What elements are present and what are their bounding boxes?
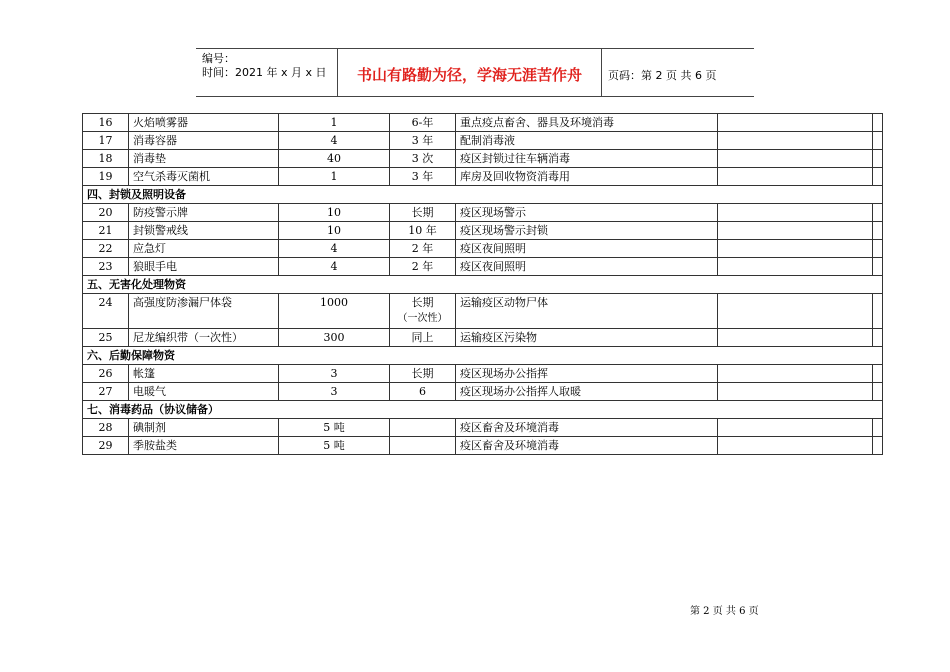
item-remark bbox=[718, 383, 873, 401]
row-number: 20 bbox=[83, 204, 129, 222]
item-quantity: 4 bbox=[279, 132, 390, 150]
row-number: 24 bbox=[83, 294, 129, 329]
item-extra bbox=[873, 294, 883, 329]
item-name: 季胺盐类 bbox=[129, 437, 279, 455]
lifespan-note: （一次性） bbox=[397, 313, 448, 324]
header-motto: 书山有路勤为径，学海无涯苦作舟 bbox=[338, 49, 602, 96]
item-quantity: 3 bbox=[279, 365, 390, 383]
item-remark bbox=[718, 150, 873, 168]
item-name: 电暖气 bbox=[129, 383, 279, 401]
item-usage: 运输疫区污染物 bbox=[456, 329, 718, 347]
table-row bbox=[83, 222, 883, 240]
item-lifespan: 同上 bbox=[390, 329, 456, 347]
table-row bbox=[83, 383, 883, 401]
item-name: 消毒垫 bbox=[129, 150, 279, 168]
item-lifespan: 10 年 bbox=[390, 222, 456, 240]
item-name: 帐篷 bbox=[129, 365, 279, 383]
item-name: 空气杀毒灭菌机 bbox=[129, 168, 279, 186]
row-number: 22 bbox=[83, 240, 129, 258]
item-usage: 疫区畜舍及环境消毒 bbox=[456, 419, 718, 437]
item-quantity: 40 bbox=[279, 150, 390, 168]
item-lifespan: 2 年 bbox=[390, 258, 456, 276]
item-quantity: 10 bbox=[279, 204, 390, 222]
item-quantity: 1000 bbox=[279, 294, 390, 329]
table-row bbox=[83, 419, 883, 437]
item-extra bbox=[873, 114, 883, 132]
item-lifespan: 长期 bbox=[390, 365, 456, 383]
table-row bbox=[83, 114, 883, 132]
item-extra bbox=[873, 365, 883, 383]
item-extra bbox=[873, 168, 883, 186]
item-name: 火焰喷雾器 bbox=[129, 114, 279, 132]
code-label: 编号： bbox=[202, 52, 235, 65]
supplies-table bbox=[82, 113, 883, 455]
item-quantity: 300 bbox=[279, 329, 390, 347]
row-number: 28 bbox=[83, 419, 129, 437]
row-number: 29 bbox=[83, 437, 129, 455]
item-extra bbox=[873, 150, 883, 168]
item-name: 应急灯 bbox=[129, 240, 279, 258]
section-title: 五、无害化处理物资 bbox=[83, 276, 883, 294]
item-name: 尼龙编织带（一次性） bbox=[129, 329, 279, 347]
item-extra bbox=[873, 222, 883, 240]
page-footer: 第 2 页 共 6 页 bbox=[690, 606, 759, 617]
item-lifespan: 2 年 bbox=[390, 240, 456, 258]
item-usage: 重点疫点畜舍、器具及环境消毒 bbox=[456, 114, 718, 132]
item-usage: 疫区现场办公指挥人取暖 bbox=[456, 383, 718, 401]
item-remark bbox=[718, 419, 873, 437]
table-row bbox=[83, 240, 883, 258]
item-lifespan: 6-年 bbox=[390, 114, 456, 132]
lifespan-main: 长期 bbox=[411, 296, 434, 309]
item-name: 碘制剂 bbox=[129, 419, 279, 437]
row-number: 19 bbox=[83, 168, 129, 186]
table-row bbox=[83, 204, 883, 222]
item-quantity: 10 bbox=[279, 222, 390, 240]
item-usage: 疫区畜舍及环境消毒 bbox=[456, 437, 718, 455]
item-remark bbox=[718, 437, 873, 455]
item-remark bbox=[718, 168, 873, 186]
item-lifespan: 6 bbox=[390, 383, 456, 401]
item-extra bbox=[873, 437, 883, 455]
table-row bbox=[83, 132, 883, 150]
item-quantity: 4 bbox=[279, 258, 390, 276]
row-number: 17 bbox=[83, 132, 129, 150]
table-row bbox=[83, 437, 883, 455]
item-usage: 疫区现场警示 bbox=[456, 204, 718, 222]
time-label: 时间：2021 年 x 月 x 日 bbox=[202, 66, 327, 79]
section-header-row bbox=[83, 276, 883, 294]
row-number: 27 bbox=[83, 383, 129, 401]
item-quantity: 1 bbox=[279, 114, 390, 132]
item-extra bbox=[873, 329, 883, 347]
table-row bbox=[83, 329, 883, 347]
item-quantity: 1 bbox=[279, 168, 390, 186]
item-lifespan bbox=[390, 437, 456, 455]
item-usage: 疫区现场警示封锁 bbox=[456, 222, 718, 240]
section-header-row bbox=[83, 401, 883, 419]
item-extra bbox=[873, 132, 883, 150]
row-number: 25 bbox=[83, 329, 129, 347]
section-title: 四、封锁及照明设备 bbox=[83, 186, 883, 204]
item-name: 狼眼手电 bbox=[129, 258, 279, 276]
table-row bbox=[83, 168, 883, 186]
item-remark bbox=[718, 258, 873, 276]
item-usage: 疫区现场办公指挥 bbox=[456, 365, 718, 383]
row-number: 16 bbox=[83, 114, 129, 132]
table-row bbox=[83, 365, 883, 383]
item-lifespan bbox=[390, 294, 456, 329]
item-name: 消毒容器 bbox=[129, 132, 279, 150]
item-remark bbox=[718, 329, 873, 347]
item-name: 封锁警戒线 bbox=[129, 222, 279, 240]
row-number: 26 bbox=[83, 365, 129, 383]
item-remark bbox=[718, 114, 873, 132]
section-title: 六、后勤保障物资 bbox=[83, 347, 883, 365]
item-lifespan: 长期 bbox=[390, 204, 456, 222]
header-meta bbox=[196, 49, 338, 96]
table-body bbox=[83, 114, 883, 455]
item-remark bbox=[718, 294, 873, 329]
row-number: 21 bbox=[83, 222, 129, 240]
item-usage: 疫区夜间照明 bbox=[456, 258, 718, 276]
item-lifespan: 3 年 bbox=[390, 132, 456, 150]
item-usage: 疫区夜间照明 bbox=[456, 240, 718, 258]
table-row bbox=[83, 294, 883, 329]
table-row bbox=[83, 150, 883, 168]
item-quantity: 4 bbox=[279, 240, 390, 258]
header-page-number: 页码：第 2 页 共 6 页 bbox=[608, 68, 717, 82]
section-header-row bbox=[83, 347, 883, 365]
table-row bbox=[83, 258, 883, 276]
item-usage: 配制消毒液 bbox=[456, 132, 718, 150]
item-remark bbox=[718, 240, 873, 258]
item-remark bbox=[718, 365, 873, 383]
section-title: 七、消毒药品（协议储备） bbox=[83, 401, 883, 419]
section-header-row bbox=[83, 186, 883, 204]
item-remark bbox=[718, 204, 873, 222]
item-remark bbox=[718, 222, 873, 240]
item-name: 防疫警示牌 bbox=[129, 204, 279, 222]
row-number: 23 bbox=[83, 258, 129, 276]
page-header bbox=[196, 48, 754, 97]
item-extra bbox=[873, 240, 883, 258]
item-lifespan bbox=[390, 419, 456, 437]
item-name: 高强度防渗漏尸体袋 bbox=[129, 294, 279, 329]
item-usage: 运输疫区动物尸体 bbox=[456, 294, 718, 329]
item-extra bbox=[873, 258, 883, 276]
item-lifespan: 3 年 bbox=[390, 168, 456, 186]
item-usage: 疫区封锁过往车辆消毒 bbox=[456, 150, 718, 168]
row-number: 18 bbox=[83, 150, 129, 168]
item-extra bbox=[873, 204, 883, 222]
item-remark bbox=[718, 132, 873, 150]
item-usage: 库房及回收物资消毒用 bbox=[456, 168, 718, 186]
item-quantity: 5 吨 bbox=[279, 437, 390, 455]
item-extra bbox=[873, 383, 883, 401]
item-lifespan: 3 次 bbox=[390, 150, 456, 168]
item-extra bbox=[873, 419, 883, 437]
item-quantity: 5 吨 bbox=[279, 419, 390, 437]
item-quantity: 3 bbox=[279, 383, 390, 401]
